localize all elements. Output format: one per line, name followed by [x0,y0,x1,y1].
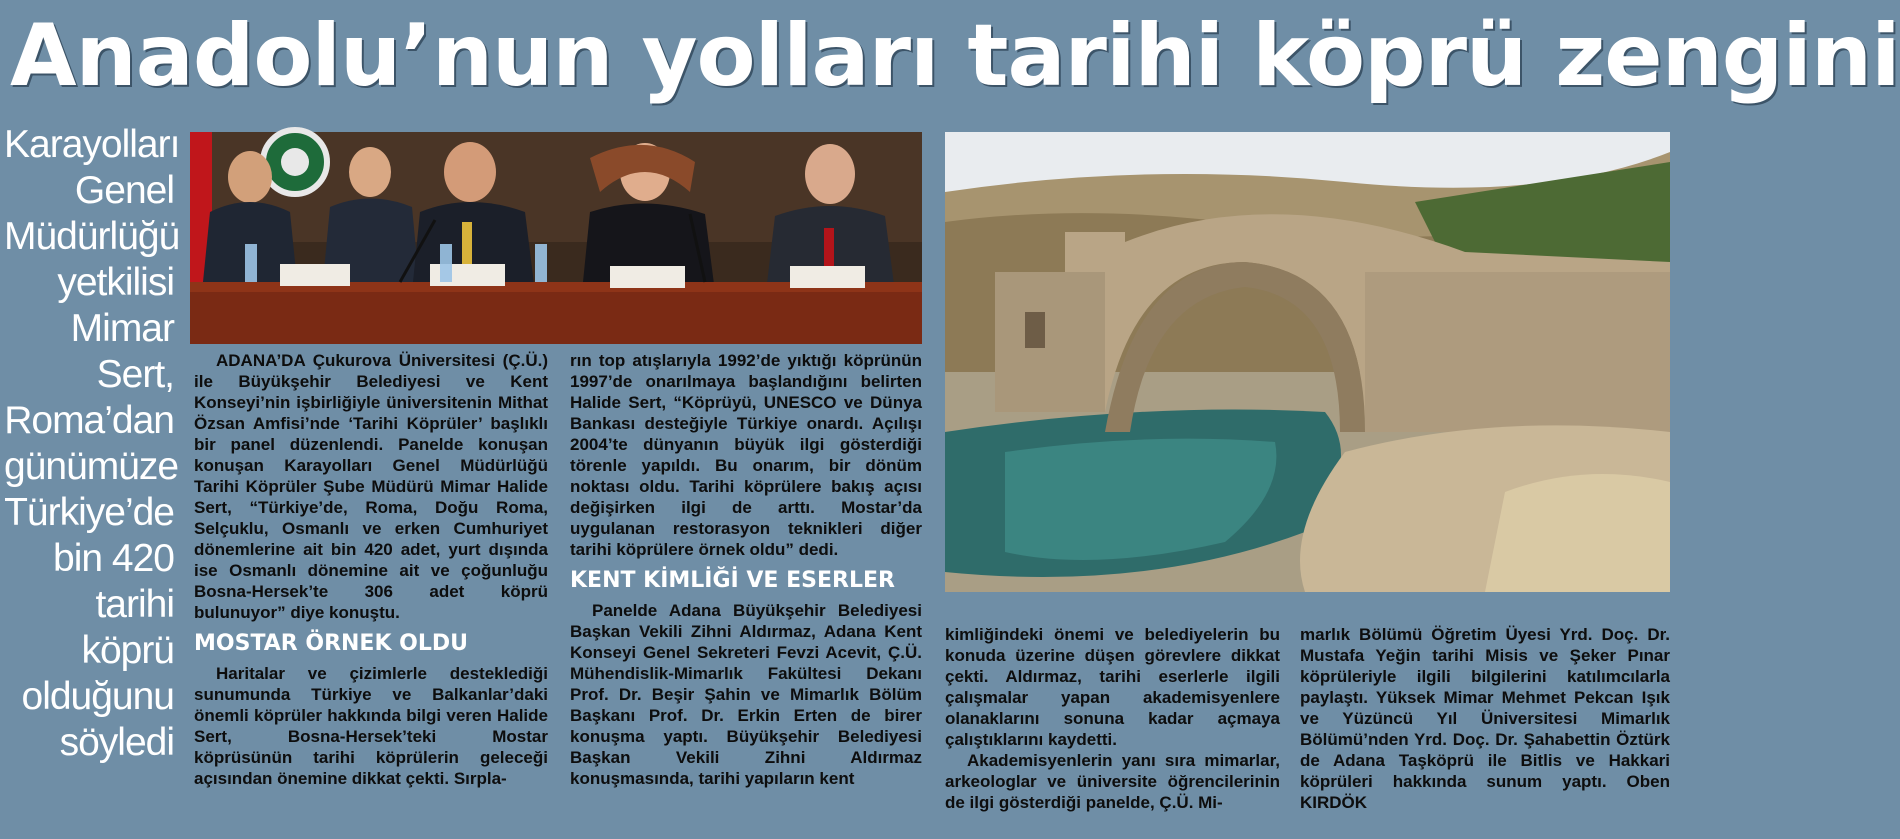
headline: Anadolu’nun yolları tarihi köprü zengini [10,6,1900,106]
deck-text: Karayolları Genel Müdürlüğü yetkilisi Mimar Sert, Roma’dan günümüze Türkiye’de bin 420 tarihi köprü olduğunu söyledi [4,123,180,764]
bridge-photo [945,132,1670,592]
article-column-2 [570,350,922,789]
byline: Oben KIRDÖK [1300,772,1670,812]
article-text: marlık Bölümü Öğretim Üyesi Yrd. Doç. Dr. Mustafa Yeğin tarihi Misis ve Şeker Pınar köprüleriyle ilgili bilgilerini katılımcılarla paylaştı. Yüksek Mimar Mehmet Pekcan Işık ve Yüzüncü Yıl Üniversitesi Mimarlık Bölümü’nden Yrd. Doç. Dr. Şahabettin Öztürk de Adana Taşköprü ile Bitlis ve Hakkari köprüleri hakkında sunum yaptı. [1300,625,1670,791]
article-paragraph: Haritalar ve çizimlerle desteklediği sunumunda Türkiye ve Balkanlar’daki önemli köprüler hakkında bilgi veren Halide Sert, Bosna-Hersek’teki Mostar köprüsünün tarihi köprülerin geleceği açısından önemine dikkat çekti. Sırpla- [194,664,548,788]
article-column-1 [194,350,548,789]
article-paragraph: ADANA’DA Çukurova Üniversitesi (Ç.Ü.) ile Büyükşehir Belediyesi ve Kent Konseyi’nin işbirliğiyle üniversitenin Mithat Özsan Amfisi’nde ‘Tarihi Köprüler’ başlıklı bir panel düzenlendi. Panelde konuşan konuşan Karayolları Genel Müdürlüğü Tarihi Köprüler Şube Müdürü Mimar Halide Sert, “Türkiye’de, Roma, Doğu Roma, Selçuklu, Osmanlı ve erken Cumhuriyet dönemlerine ait bin 420 adet, yurt dışında ise Osmanlı dönemine ait ve çoğunluğu Bosna-Hersek’te 306 adet köprü bulunuyor” diye konuştu. [194,351,548,622]
article-column-4 [1300,624,1670,813]
subheading-kent-kimligi: KENT KİMLİĞİ VE ESERLER [570,568,895,593]
bridge-photo-illustration [945,132,1670,592]
article-column-3 [945,624,1280,813]
article-paragraph: Panelde Adana Büyükşehir Belediyesi Başkan Vekili Zihni Aldırmaz, Adana Kent Konseyi Genel Sekreteri Fevzi Acevit, Ç.Ü. Mühendislik-Mimarlık Fakültesi Dekanı Prof. Dr. Beşir Şahin ve Mimarlık Bölüm Başkanı Prof. Dr. Erkin Erten de birer konuşma yaptı. Büyükşehir Belediyesi Başkan Vekili Zihni Aldırmaz konuşmasında, tarihi yapıların kent [570,601,922,788]
subheading-mostar: MOSTAR ÖRNEK OLDU [194,631,469,656]
article-paragraph: Akademisyenlerin yanı sıra mimarlar, arkeologlar ve üniversite öğrencilerinin de ilgi gösterdiği panelde, Ç.Ü. Mi- [945,751,1280,812]
panel-photo [190,132,922,344]
article-paragraph: kimliğindeki önemi ve belediyelerin bu konuda üzerine düşen görevlere dikkat çekti. Aldırmaz, tarihi eserlerle ilgili çalışmalar yapan akademisyenlere olanaklarını sonuna kadar açmaya çalıştıklarını kaydetti. [945,625,1280,749]
article-paragraph: rın top atışlarıyla 1992’de yıktığı köprünün 1997’de onarılmaya başlandığını belirten Halide Sert, “Köprüyü, UNESCO ve Dünya Bankası desteğiyle Türkiye onardı. Açılışı 2004’te dünyanın büyük ilgi gösterdiği törenle yapıldı. Bu onarım, bir dönüm noktası oldu. Tarihi köprülere bakış açısı değişirken ilgi de arttı. Mostar’da uygulanan restorasyon teknikleri diğer tarihi köprülere örnek oldu” dedi. [570,351,922,559]
panel-photo-illustration [190,132,922,344]
article-paragraph [1300,624,1670,813]
